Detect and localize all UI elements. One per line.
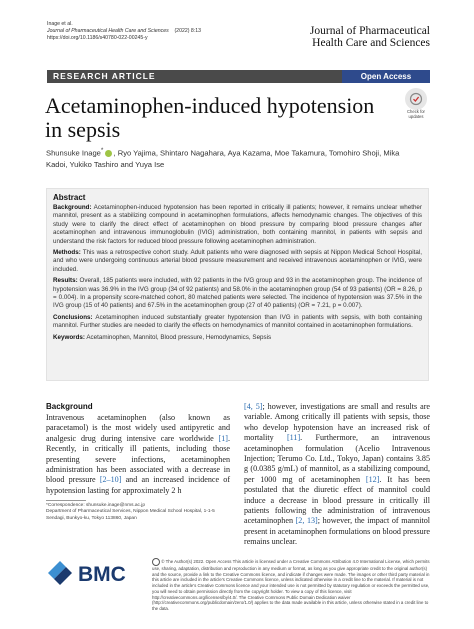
abstract-background-text: Acetaminophen-induced hypotension has been reported in critically ill patients; however, it remains unclear whether mannitol, present as a stabilizing compound in acetaminophen formulations, affects hemodynamic changes. The objectives of this study were to clarify the direct effect of acetaminophen on blood pressure by comparing blood pressure changes after acetaminophen and intravenous immunoglobulin (IVIG) administration, both containing mannitol, in patients with sepsis and understand the risk factors for reduced blood pressure following acetaminophen administration. (53, 204, 422, 245)
doi-link[interactable]: https://doi.org/10.1186/s40780-022-00245-y (47, 35, 148, 41)
background-text-1: Intravenous acetaminophen (also known as paracetamol) is the most widely used antipyretic and analgesic drug during intensive care worldwide (46, 413, 230, 443)
abstract-results-label: Results: (53, 277, 78, 285)
footnote-divider (46, 500, 86, 501)
abstract-methods (53, 249, 422, 274)
other-authors: , Ryo Yajima, Shintaro Nagahara, Aya Kazama, Moe Takamura, Tomohiro Shoji, Mika Kadoi, Yukiko Tashiro and Yuya Ise (46, 148, 400, 169)
check-updates-line1: Check for (407, 109, 425, 114)
check-updates-icon (405, 88, 427, 110)
check-updates-line2: updates (408, 113, 424, 119)
background-text-2: . Recently, in critically ill patients, including those presenting severe infections, acetaminophen administration has been associated with a decrease in blood pressure (46, 433, 230, 485)
background-text-3: and an increased incidence of hypotension lasting for approximately 2 h (46, 475, 231, 495)
citation-link[interactable]: [4, 5] (244, 402, 263, 411)
open-access-badge: Open Access (342, 70, 430, 83)
bmc-logo-mark (48, 561, 72, 585)
license-notice (152, 558, 431, 612)
abstract-results (53, 277, 422, 311)
corresponding-mark: * (100, 147, 104, 154)
citation-link[interactable]: [12] (365, 474, 380, 484)
right-text-4: ; however, the impact of mannitol present in acetaminophen formulations on blood pressure remains unclear. (244, 516, 430, 547)
journal-title-line2: Health Care and Sciences (312, 37, 430, 49)
creative-commons-icon (152, 558, 160, 566)
abstract-box (46, 188, 429, 381)
citation-header (47, 21, 201, 42)
citation-link[interactable]: [1] (218, 433, 228, 443)
bmc-logo-text: BMC (78, 563, 126, 586)
year-volume: (2022) 8:13 (174, 28, 201, 34)
right-text-3: . It has been postulated that the diuretic effect of mannitol could induce a decrease in blood pressure in critically ill patients following the administration of intravenous acetaminophen (244, 474, 431, 526)
keywords-text: Acetaminophen, Mannitol, Blood pressure, Hemodynamics, Sepsis (84, 333, 272, 341)
citation-link[interactable]: [11] (286, 433, 301, 443)
article-type-label: RESEARCH ARTICLE (53, 71, 156, 81)
abstract-methods-label: Methods: (53, 249, 81, 257)
right-text-1: ; however, investigations are small and results are variable. Among critically ill patients with sepsis, those who develop hypotension have an increased risk of mortality (244, 402, 431, 443)
citation-author: Inage et al. (47, 21, 73, 27)
abstract-conclusions-text: Acetaminophen induced substantially greater hypotension than IVG in patients with sepsis, with both containing mannitol. Further studies are needed to clarify the effects on hemodynamics of mannitol contained in acetaminophen formulations. (53, 313, 422, 330)
abstract-conclusions-label: Conclusions: (53, 313, 93, 321)
citation-link[interactable]: [2, 13] (295, 516, 318, 526)
journal-title (310, 25, 430, 49)
abstract-background (53, 204, 422, 246)
abstract-results-text: Overall, 185 patients were included, with 92 patients in the IVG group and 93 in the acetaminophen group. The incidence of hypotension was 36.9% in the IVG group (34 of 92 patients) and 58.0% in the acetaminophen group (54 of 93 patients) (OR = 8.26, p = 0.004). In a propensity score-matched cohort, 80 matched patients were selected. The incidence of hypotension was 37.5% in the IVG group (15 of 40 patients) and 67.5% in the acetaminophen group (27 of 40 patients) (OR = 7.21, p = 0.007). (53, 277, 422, 310)
journal-short-name: Journal of Pharmaceutical Health Care and Sciences (47, 28, 169, 34)
article-title: Acetaminophen-induced hypotension in sepsis (45, 93, 375, 142)
background-continued (244, 402, 430, 548)
background-section (46, 402, 230, 496)
check-for-updates-button[interactable] (403, 88, 429, 120)
author-list (46, 145, 406, 170)
article-type-banner (47, 70, 430, 83)
bmc-logo[interactable] (46, 557, 136, 589)
keywords-label: Keywords: (53, 333, 85, 341)
orcid-icon[interactable] (105, 150, 112, 157)
license-text: © The Author(s) 2022. Open Access This article is licensed under a Creative Commons Attribution 4.0 International License, which permits use, sharing, adaptation, distribution and reproduction in any medium or format, as long as you give appropriate credit to the original author(s) and the source, provide a link to the Creative Commons licence, and indicate if changes were made. The images or other third party material in this article are included in the article's Creative Commons licence, unless indicated otherwise in a credit line to the material. If material is not included in the article's Creative Commons licence and your intended use is not permitted by statutory regulation or exceeds the permitted use, you will need to obtain permission directly from the copyright holder. To view a copy of this licence, visit http://creativecommons.org/licenses/by/4.0/. The Creative Commons Public Domain Dedication waiver (http://creativecommons.org/publicdomain/zero/1.0/) applies to the data made available in this article, unless otherwise stated in a credit line to the data. (152, 559, 430, 611)
abstract-conclusions (53, 314, 422, 331)
abstract-methods-text: This was a retrospective cohort study. Adult patients who were diagnosed with sepsis at Nippon Medical School Hospital, and who were undergoing continuous arterial blood pressure measurement and received intravenous acetaminophen or IVIG, were included. (53, 249, 422, 273)
background-paragraph (46, 413, 230, 496)
first-author[interactable]: Shunsuke Inage (46, 148, 101, 158)
correspondence-email[interactable]: *Correspondence: shunsuke.inage@nms.ac.jp (46, 503, 145, 508)
citation-link[interactable]: [2–10] (99, 475, 122, 485)
correspondence-footnote (46, 503, 230, 522)
background-heading: Background (46, 402, 93, 411)
abstract-background-label: Background: (53, 204, 92, 211)
right-text-2: . Furthermore, an intravenous acetaminophen formulation (Acelio Intravenous Injection; Terumo Co. Ltd., Tokyo, Japan) contains 3.85 g (0.0385 g/mL) of mannitol, as a stabilizing compound, per 1000 mg of acetaminophen (244, 433, 430, 484)
affiliation: Department of Pharmaceutical Services, Nippon Medical School Hospital, 1-1-5 Sendagi, Bunkyo-ku, Tokyo 113860, Japan (46, 509, 215, 521)
abstract-heading: Abstract (53, 193, 86, 202)
journal-title-line1: Journal of Pharmaceutical (309, 25, 430, 37)
abstract-keywords (53, 334, 422, 342)
